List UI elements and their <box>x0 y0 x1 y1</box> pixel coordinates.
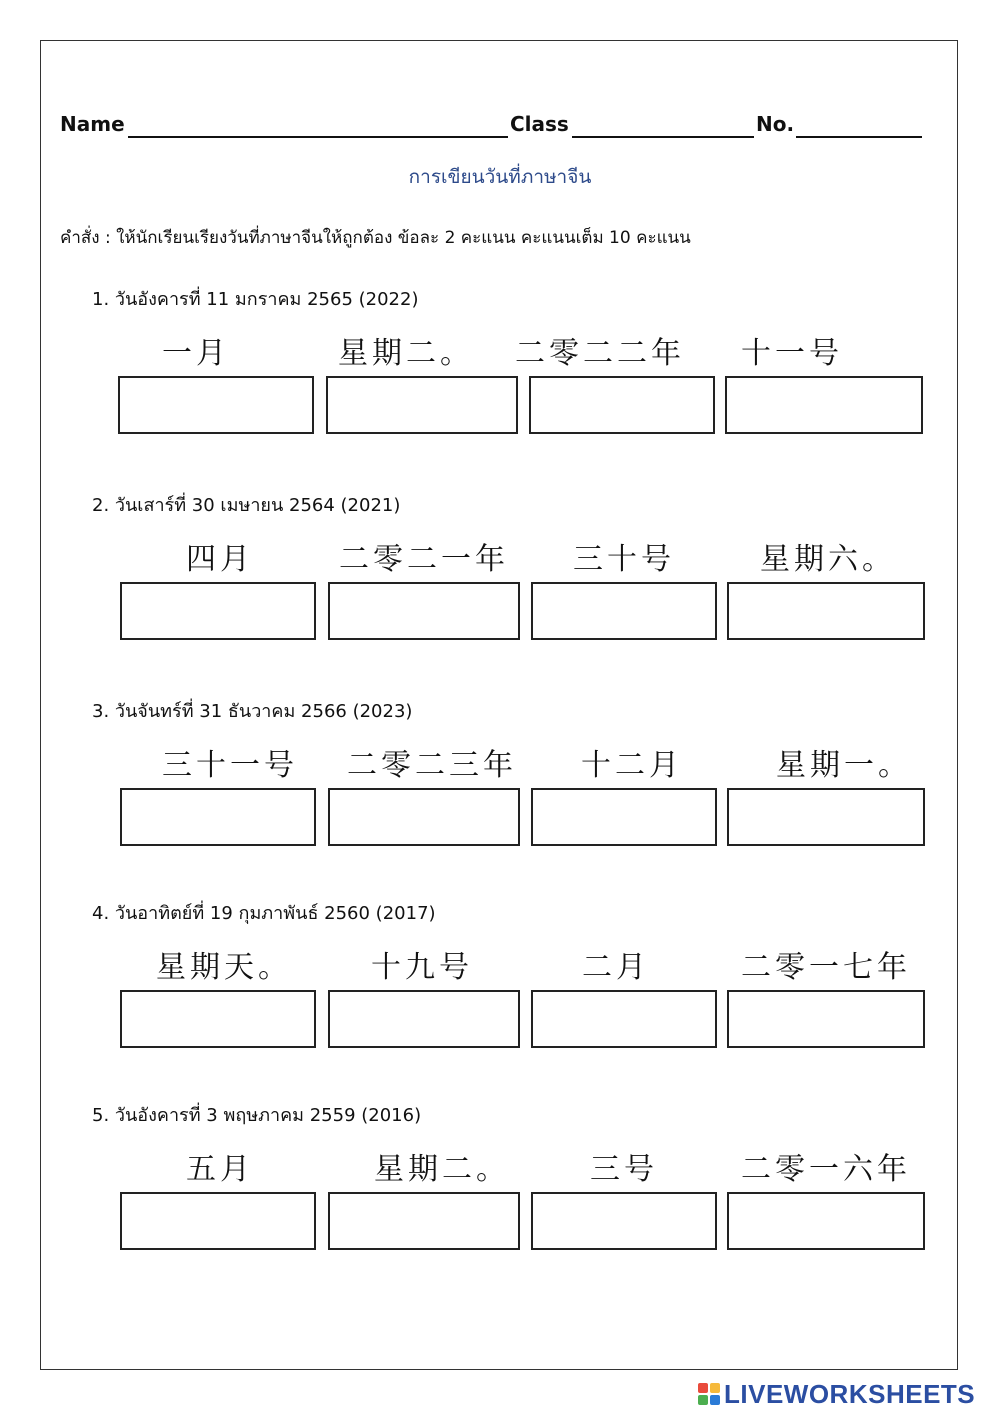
word-card[interactable]: 五月 <box>186 1152 254 1187</box>
class-blank[interactable] <box>572 136 754 138</box>
word-card[interactable]: 星期二。 <box>338 336 474 371</box>
answer-box[interactable] <box>328 990 520 1048</box>
class-label: Class <box>510 112 569 136</box>
question-label: 5. วันอังคารที่ 3 พฤษภาคม 2559 (2016) <box>92 1105 422 1126</box>
logo-squares-icon <box>698 1383 720 1405</box>
answer-box[interactable] <box>531 788 717 846</box>
word-card[interactable]: 二月 <box>582 950 650 985</box>
answer-box[interactable] <box>328 788 520 846</box>
word-card[interactable]: 星期一。 <box>776 748 912 783</box>
answer-box[interactable] <box>529 376 715 434</box>
word-card[interactable]: 二零二三年 <box>347 748 517 783</box>
answer-box[interactable] <box>326 376 518 434</box>
word-card[interactable]: 星期六。 <box>760 542 896 577</box>
word-card[interactable]: 四月 <box>186 542 254 577</box>
word-card[interactable]: 十二月 <box>581 748 683 783</box>
answer-box[interactable] <box>120 788 316 846</box>
liveworksheets-logo <box>698 1380 975 1408</box>
word-card[interactable]: 二零二一年 <box>339 542 509 577</box>
word-card[interactable]: 二零二二年 <box>515 336 685 371</box>
word-card[interactable]: 三十一号 <box>162 748 298 783</box>
answer-box[interactable] <box>120 582 316 640</box>
answer-box[interactable] <box>725 376 923 434</box>
name-label: Name <box>60 112 125 136</box>
answer-box[interactable] <box>118 376 314 434</box>
number-blank[interactable] <box>796 136 922 138</box>
word-card[interactable]: 一月 <box>162 336 230 371</box>
word-card[interactable]: 十九号 <box>371 950 473 985</box>
answer-box[interactable] <box>727 788 925 846</box>
answer-box[interactable] <box>727 990 925 1048</box>
worksheet-title: การเขียนวันที่ภาษาจีน <box>408 166 592 188</box>
answer-box[interactable] <box>727 1192 925 1250</box>
word-card[interactable]: 二零一六年 <box>741 1152 911 1187</box>
answer-box[interactable] <box>531 1192 717 1250</box>
question-label: 1. วันอังคารที่ 11 มกราคม 2565 (2022) <box>92 289 419 310</box>
word-card[interactable]: 二零一七年 <box>741 950 911 985</box>
answer-box[interactable] <box>120 990 316 1048</box>
answer-box[interactable] <box>120 1192 316 1250</box>
word-card[interactable]: 星期二。 <box>374 1152 510 1187</box>
no-label: No. <box>756 112 795 136</box>
student-info-line <box>60 108 924 142</box>
word-card[interactable]: 三号 <box>590 1152 658 1187</box>
question-label: 3. วันจันทร์ที่ 31 ธันวาคม 2566 (2023) <box>92 701 413 722</box>
name-blank[interactable] <box>128 136 508 138</box>
answer-box[interactable] <box>531 582 717 640</box>
word-card[interactable]: 十一号 <box>741 336 843 371</box>
answer-box[interactable] <box>727 582 925 640</box>
answer-box[interactable] <box>328 582 520 640</box>
logo-text: LIVEWORKSHEETS <box>724 1378 976 1409</box>
question-label: 4. วันอาทิตย์ที่ 19 กุมภาพันธ์ 2560 (2017) <box>92 903 436 924</box>
word-card[interactable]: 星期天。 <box>156 950 292 985</box>
word-card[interactable]: 三十号 <box>573 542 675 577</box>
answer-box[interactable] <box>531 990 717 1048</box>
instruction-text: คำสั่ง : ให้นักเรียนเรียงวันที่ภาษาจีนให้ถูกต้อง ข้อละ 2 คะแนน คะแนนเต็ม 10 คะแนน <box>60 228 691 248</box>
answer-box[interactable] <box>328 1192 520 1250</box>
question-label: 2. วันเสาร์ที่ 30 เมษายน 2564 (2021) <box>92 495 401 516</box>
